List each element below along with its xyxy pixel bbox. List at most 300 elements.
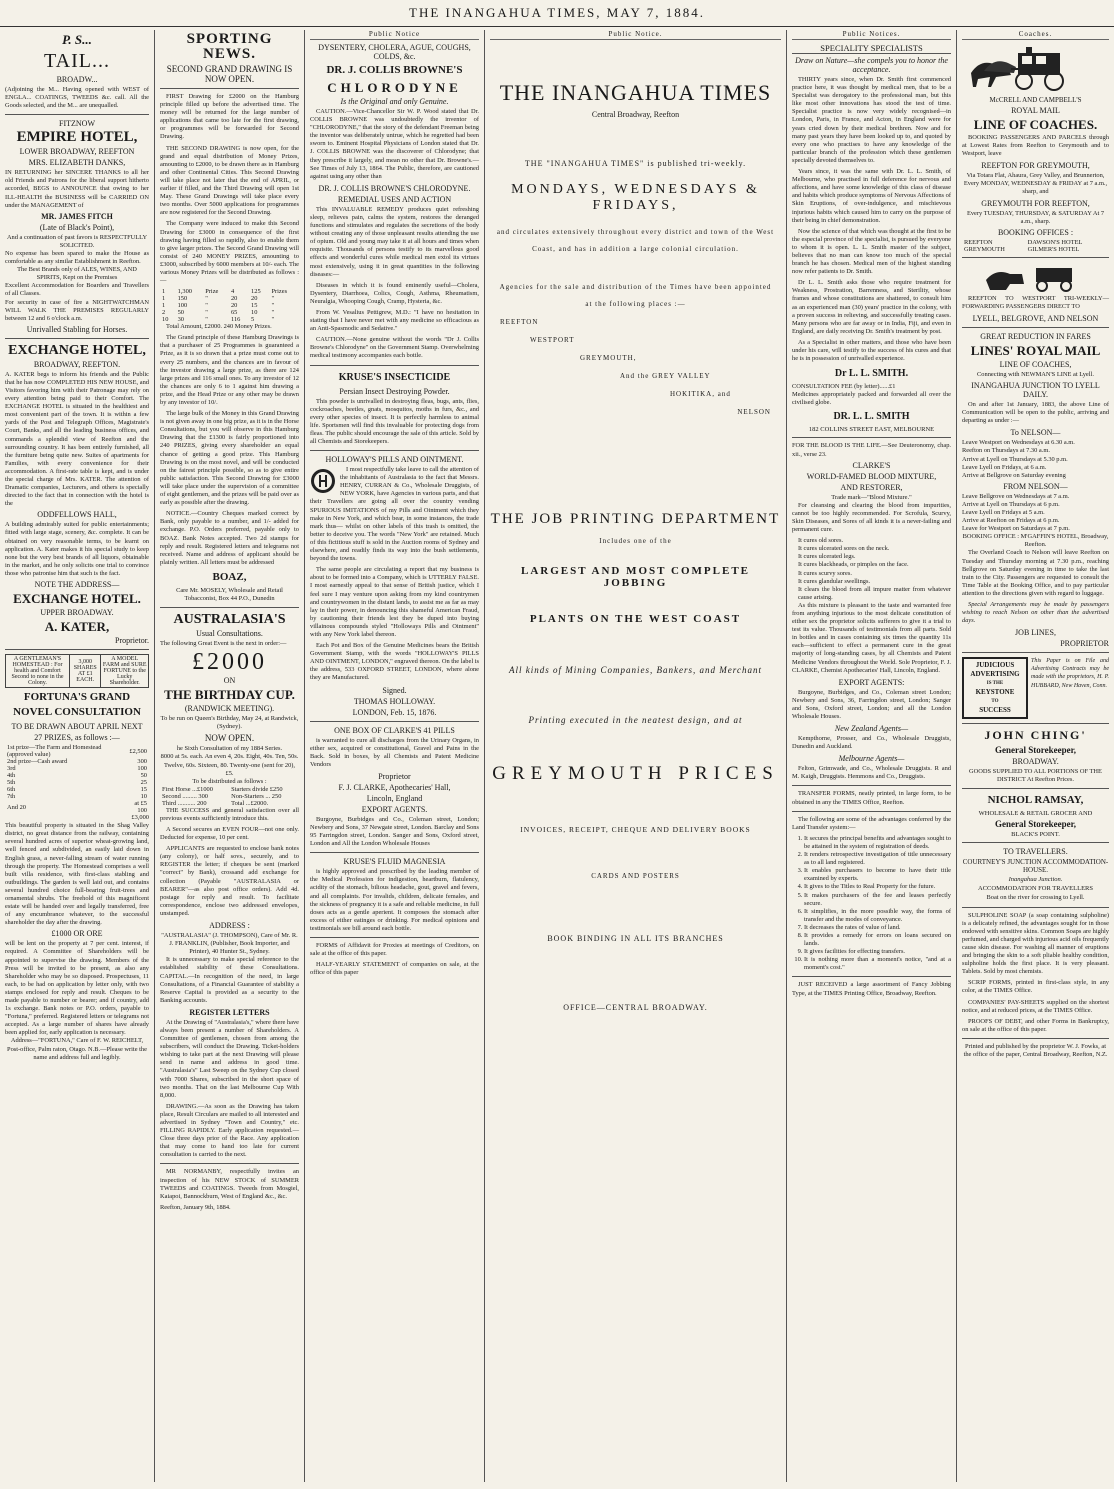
dysentery-head: DYSENTERY, CHOLERA, AGUE, COUGHS, COLDS, &c.: [318, 43, 471, 61]
consultation-fee: CONSULTATION FEE (by letter)......£1: [792, 383, 896, 391]
to-nelson: To NELSON—: [1010, 428, 1061, 438]
fortuna-shares-box: [5, 654, 149, 688]
holloway-date: LONDON, Feb. 15, 1876.: [352, 707, 437, 717]
blood-trade-mark: Trade mark—"Blood Mixture.": [831, 493, 912, 501]
divider: [962, 327, 1109, 328]
divider: [5, 114, 149, 115]
timetable-item: Arrive at Lyell on Thursdays at 5.30 p.m.: [962, 455, 1068, 463]
badge-line: JUDICIOUS: [975, 661, 1015, 670]
column-header: Public Notice: [310, 30, 479, 40]
clarke-name: F. J. CLARKE, Apothecaries' Hall,: [338, 782, 451, 792]
coach-p6: The Overland Coach to Nelson will leave Reefton on Tuesday and Thursday morning at 7.30 p.m., reaching Bellgrove on Saturday evening in time to take the last train to the City. Passengers are requested to consult the Time Table at the Booking Office, and to pay particular attention to the directions given with regard to luggage.: [962, 549, 1109, 597]
exchange-hotel-text2: A building admirably suited for public entertainments; fitted with large stage, scenery, &c. complete. It can be obtained on very reasonable terms, to be learnt on application. A. Kater makes it his special study to keep none but the very best brands of all liquors, obtainable in the market, and he only solicits one trial to convince those who patronise him that such is the fact.: [5, 521, 149, 577]
scrip-forms-ad: SCRIP FORMS, printed in first-class style, in any color, at the TIMES Office.: [962, 979, 1109, 995]
divider: [310, 852, 479, 853]
cell: 1,300: [177, 288, 192, 296]
times-coast: Coast, and has in addition a large colonial circulation.: [532, 245, 739, 253]
times-places-head: at the following places :—: [585, 300, 686, 308]
column-5: [787, 30, 957, 1482]
empire-hotel-p4: For security in case of fire a NIGHTWATCHMAN WILL WALK THE PREMISES REGULARLY between 12 and 6 o'clock a.m.: [5, 298, 149, 322]
ching-broadway: BROADWAY.: [1012, 757, 1059, 767]
column-header: Public Notice.: [490, 30, 781, 40]
cell: 10: [251, 309, 258, 317]
cup-text: To be run on Queen's Birthday, May 24, at Randwick, (Sydney).: [160, 715, 299, 731]
hotel-pre: FITZNOW: [59, 119, 95, 129]
badge-line: ADVERTISING: [970, 670, 1020, 679]
job-lines-prop: PROPRIETOR: [1060, 639, 1109, 649]
australasia-p10: At the Drawing of "Australasia's," where there have always been present a number of Shareholders. A Committee of gentlemen, chosen from among the subscribers, will conduct the Drawing. Ticket-holders wishing to take part at the next Drawing will please send in name and address in good time. "Australasia's" Last Sweep on the Sydney Cup closed with 7000 Shares, subscribed in the short space of two months. That on the last Melbourne Cup With 8,000.: [160, 1018, 299, 1099]
dr-smith: Dr L. L. SMITH.: [834, 368, 909, 380]
cell: Non-Starters ... 250: [231, 792, 282, 800]
insecticide-p: This powder is unrivalled in destroying fleas, bugs, ants, flies, cockroaches, beetles, gnats, mosquitos, moths in furs, &c., and every other species of insect. It is perfectly harmless to animal life. Sportsmen will find this invaluable for protecting dogs from fleas. The public should encourage the sale of this article. Sold by all Chemists and Storekeepers.: [310, 397, 479, 445]
now-open: NOW OPEN.: [204, 733, 255, 744]
clarkes: CLARKE'S: [852, 460, 891, 470]
fortuna-title: FORTUNA'S GRAND NOVEL CONSULTATION: [13, 691, 141, 719]
booking-offices-table: [962, 239, 1109, 253]
table-row: [5, 765, 149, 772]
exchange-proprietor-title: Proprietor.: [115, 636, 149, 646]
cell: 50: [177, 309, 184, 317]
coach-royal-mail: ROYAL MAIL: [1011, 106, 1060, 115]
times-agencies: Agencies for the sale and distribution of the Times have been appointed: [499, 283, 772, 291]
coach-p5: On and after 1st January, 1883, the above Line of Communication will be open to the public, arriving and departing as under :—: [962, 401, 1109, 425]
timetable-item: Arrive at Reefton on Fridays at 6 p.m.: [962, 517, 1060, 525]
collis-browne-title: DR. J. COLLIS BROWNE'S: [326, 64, 463, 76]
sporting-p1: FIRST Drawing for £2000 on the Hamburg principle filled up before the advertised time. The money will be returned for the large number of applications that came too late for the first drawing, or programmes will be forwarded for Second Drawing.: [160, 93, 299, 141]
advantage-item: 1. It secures the principal benefits and advantages sought to be attained in the system of registration of deeds.: [804, 835, 951, 851]
advantage-item: 7. It decreases the rates of value of land.: [804, 924, 951, 932]
cell: ": [271, 295, 275, 303]
cell: 4: [230, 288, 235, 296]
advantage-item: 8. It provides a remedy for errors on loans secured on lands.: [804, 932, 951, 948]
exchange-hotel-title-2: EXCHANGE HOTEL.: [13, 591, 141, 607]
sporting-p4: The Grand principle of these Hamburg Drawings is that a purchaser of 25 Programmes is guaranteed a Prize, as it is so drawn that a prize must come out to every 25 numbers, and the chances are in favour of the investor drawing a large prize, as there are 124 large prizes and 116 small ones. To any investor of 12 the chances are only 6 to 1 against him drawing a prize, and the Head Prize or any other may be drawn by any investor of 10/.: [160, 334, 299, 406]
fortuna-text: This beautiful property is situated in the Shag Valley district, no great distance from the railway, containing several hundred acres of superior wheat-growing land, well fenced and subdivided, an easily laid down in English grass, a never-falling stream of water running through the property. The Homestead comprises a well built villa residence, with first-class stabling and outbuildings. The garden is well laid out, and contains several hundred choice full-bearing fruit-trees and ornamental shrubs. The freehold of this magnificent estate will be handed over and legally transferred, free of any encumbrance whatever, to the successful shareholder the day after the drawing.: [5, 822, 149, 927]
clarke-pills-p: is warranted to cure all discharges from the Urinary Organs, in either sex, acquired or constitutional, Gravel and Pains in the Back. Sold in boxes, by all Chemists and Patent Medicine Vendors: [310, 736, 479, 768]
coach-p1: BOOKING PASSENGERS AND PARCELS through at Lowest Rates from Reefton to Greymouth and to Westport, leave: [962, 134, 1109, 158]
ramsay-wholesale: WHOLESALE & RETAIL GROCER AND: [978, 810, 1093, 818]
holloway-p9: Each Pot and Box of the Genuine Medicines bears the British Government Stamp, with the words "HOLLOWAY'S PILLS AND OINTMENT, LONDON," engraved thereon. On the label is the address, 533 OXFORD STREET, LONDON, where alone they are Manufactured.: [310, 642, 479, 682]
cell: 116: [230, 316, 241, 324]
australasia-p6: THE SUCCESS and general satisfaction over all previous events sufficiently introduce this.: [160, 806, 299, 822]
divider: [962, 788, 1109, 789]
advantage-item: 9. It gives facilities for effecting transfers.: [804, 948, 951, 956]
cell: GILMER'S HOTEL: [1027, 245, 1080, 253]
fortuna-cell: A MODEL FARM and SURE FORTUNE to the Lucky Shareholder.: [101, 655, 149, 688]
normanby-date: Reefton, January 9th, 1884.: [160, 1203, 231, 1211]
just-received: JUST RECEIVED a large assortment of Fancy Jobbing Type, at the TIMES Printing Office, Broadway, Reefton.: [792, 981, 951, 997]
divider: [310, 937, 479, 938]
courtney-house: COURTNEY'S JUNCTION ACCOMMODATION-HOUSE.: [962, 858, 1109, 875]
lines-connecting: Connecting with NEWMAN'S LINE at Lyell.: [977, 370, 1094, 378]
empire-hotel-text: IN RETURNING her SINCERE THANKS to all her old Friends and Patrons for the liberal support hitherto accorded, BEGS to ANNOUNCE that owing to her ILL-HEALTH the BUSINESS will be CARRIED ON under the MANAGEMENT of: [5, 169, 149, 209]
badge-line: IS THE: [986, 681, 1004, 687]
table-row: [5, 772, 149, 779]
blood-p7: For cleansing and clearing the blood from impurities, cannot be too highly recommended. For Scrofula, Scurvy, Skin Diseases, and Sores of all kinds it is a never-failing and permanent cure.: [792, 501, 951, 534]
booking-offices: BOOKING OFFICES :: [997, 227, 1074, 237]
to-travellers: TO TRAVELLERS.: [1003, 847, 1068, 857]
blood-restorer: AND RESTORER,: [840, 482, 903, 492]
dr-smith-2: DR. L. L. SMITH: [833, 411, 910, 423]
cell: ": [271, 316, 275, 324]
fortuna-drawn: TO BE DRAWN ABOUT APRIL NEXT: [11, 722, 143, 732]
coach-p3: Every MONDAY, WEDNESDAY & FRIDAY at 7 a.m., sharp, and: [963, 180, 1108, 196]
badge-line: TO: [991, 699, 999, 705]
cell: Total ...£2000.: [231, 799, 269, 807]
table-row: [160, 295, 299, 302]
tailor-ad-title: P. S...: [62, 32, 92, 47]
job-lines: JOB LINES,: [1015, 628, 1056, 638]
advantage-item: 6. It simplifies, in the more possible way, the forms of transfer and the modes of conveyance.: [804, 908, 951, 924]
australasia-on: ON: [223, 676, 236, 686]
specialists-p6: Medicines appropriately packed and forwarded all over the civilised globe.: [792, 391, 951, 407]
divider: [160, 88, 299, 89]
tailor-ad-address: BROADW...: [56, 75, 98, 84]
booking-office-2: BOOKING OFFICE : M'GAFFIN'S HOTEL, Broadway, Reefton.: [962, 533, 1109, 549]
chlorodyne-p4: From W. Vesalius Pettigrew, M.D.: "I have no hesitation in stating that I have never met with any medicine so efficacious as an Anti-Spasmodic and Sedative.": [310, 308, 479, 333]
job-kinds: All kinds of Mining Companies, Bankers, and Merchant: [509, 665, 762, 675]
sporting-news-title: SPORTING NEWS.: [186, 31, 273, 62]
divider: [310, 365, 479, 366]
empire-hotel-stabling: Unrivalled Stabling for Horses.: [26, 324, 128, 334]
prize-value: 25: [140, 779, 147, 787]
fortuna-cell: A GENTLEMAN'S HOMESTEAD : For health and Comfort Second to none in the Colony.: [6, 655, 70, 688]
cell: 30: [177, 316, 184, 324]
companies-ad: COMPANIES' PAY-SHEETS supplied on the shortest notice, and at reduced prices, at the TIMES Office.: [962, 998, 1109, 1014]
forms-ad: FORMS of Affidavit for Proxies at meetings of Creditors, on sale at the office of this paper.: [310, 942, 479, 958]
prize-label: 3rd: [7, 765, 16, 773]
place-nelson: NELSON: [737, 408, 771, 416]
job-cards: CARDS AND POSTERS: [591, 872, 680, 880]
subscriptions: 8000 at 5s. each. An even 4, 20s. Eight, 40s. Ten, 50s. Twelve, 60s. Sixteen, 80. Twenty-one (sent for 20), £5.: [160, 753, 299, 777]
table-row: [962, 246, 1109, 253]
clarke-agents: EXPORT AGENTS.: [361, 804, 428, 814]
clarke-prop: Proprietor: [378, 771, 411, 781]
sporting-notice: NOTICE.—Country Cheques marked correct by Bank, only payable to a number, and 1/- added for exchange. P.O. Orders preferred, payable only to BOAZ. Bank Notes accepted. Two 2d stamps for reply and result. Registered letters and telegrams not received. Name and address of applicant should be plainly written. All letters must be addressed: [160, 510, 299, 566]
great-reduction: GREAT REDUCTION IN FARES: [980, 331, 1091, 341]
column-header: Public Notices.: [792, 30, 951, 40]
empire-hotel-manager-note: (Late of Black's Point),: [39, 222, 115, 232]
table-row: [160, 793, 299, 800]
sporting-p3: The Company were induced to make this Second Drawing for £3000 in consequence of the first drawing having filled so rapidly, also to enable them to give larger prizes. The Second Grand Drawing will consist of 240 MONEY PRIZES, amounting to £3000, subscribed by 6000 members at 10/- each. The various Money Prizes will be distributed as follows :—: [160, 220, 299, 285]
specialists-p1: THIRTY years since, when Dr. Smith first commenced practice here, it was thought by medical men, that to be a Specialist was derogatory to the professional man, but this like most other innovations has stood the test of time. Specialist practice is now very widely recognised—in London, Paris, in France, and Acton, in England were for years cried down by their medical brethren. Now and for many past years they have been looked up to, and quoted by every one who practises to have any knowledge of the particular branch of the profession which these gentlemen specially devoted themselves to.: [792, 76, 951, 164]
fortuna-offer: £1000 OR ORE: [51, 929, 103, 939]
cell: ": [205, 295, 208, 303]
australasia-p7: A Second secures an EVEN FOUR—not one only. Deducted for expense, 10 per cent.: [160, 826, 299, 842]
exchange-hotel-text: A. KATER begs to inform his friends and the Public that he has now COMPLETED HIS NEW HOUSE, and Visitors favoring him with their Patronage may rely on every attention being paid to their Comfort. The EXCHANGE HOTEL is situated in the healthiest and most convenient part of the town. It is within a few yards of the Post and Telegraph Offices, Magistrate's Court, Banks, and all the leading business offices, and commands a splendid view of Reefton and the surrounding country. It has been entirely furnished, all the furniture being quite new. Suites of apartments for Families, with every convenience for their accommodation. A first-rate table is kept, and is under the special charge of Mrs. KATER. The attention of Dramatic companies, Lecturers, and others is specially directed to the fact that in connection with the hotel is the: [5, 370, 149, 508]
badge-side-text: This Paper is on File and Advertising Contracts may be made with the proprietors, H. P. HUBBARD, New Haven, Conn.: [1031, 658, 1109, 689]
cell: 1: [162, 295, 166, 303]
empire-hotel-p2: No expense has been spared to make the House as comfortable as any similar Establishment in Reefton.: [5, 249, 149, 266]
divider: [792, 437, 951, 438]
holloway-trademark-icon: [310, 468, 336, 494]
job-printing-style: Printing executed in the neatest design, and at: [528, 715, 743, 725]
cell: 5: [251, 316, 255, 324]
consultation-series: he Sixth Consultation of my 1884 Series.: [176, 745, 283, 753]
specialists-motto: Draw on Nature—she compels you to honor the acceptance.: [795, 56, 948, 74]
chlorodyne-p3: Diseases in which it is found eminently useful—Cholera, Dysentery, Diarrhoea, Colics, Cough, Asthma, Rheumatism, Neuralgia, Whooping Cough, Cramp, Hysteria, &c.: [310, 281, 479, 305]
chlorodyne-p1: CAUTION.—Vice-Chancellor Sir W. P. Wood stated that Dr. COLLIS BROWNE was undoubtedly the inventor of "CHLORODYNE," that the story of the defendant Freeman being the inventor was deliberately untrue, which he regretted had been sworn to. Eminent Hospital Physicians of London stated that Dr. J. COLLIS BROWNE was the discoverer of Chlorodyne; that they prescribe it largely, and mean no other that Dr. Browne's.—See Times of July 13, 1864. The Public, therefore, are cautioned against using any other than: [310, 108, 479, 180]
job-invoices: INVOICES, RECEIPT, CHEQUE AND DELIVERY BOOKS: [520, 825, 751, 834]
distribution-table: [160, 786, 299, 807]
cell: 150: [177, 295, 188, 303]
exchange-hotel-address-2: UPPER BROADWAY.: [40, 608, 114, 618]
coach-greymouth: GREYMOUTH FOR REEFTON,: [981, 198, 1090, 208]
place-grey-valley: And the GREY VALLEY: [620, 372, 711, 380]
prize-label: 6th: [7, 786, 16, 794]
blood-p8: As this mixture is pleasant to the taste and warranted free from anything injurious to the most delicate constitution of either sex the proprietor solicits sufferers to give it a trial to test its value. Thousands of testimonials from all parts. Sold in bottles and in cases containing six times the quantity 11s each—sufficient to effect a permanent cure in the great majority of long-standing cases, by all Chemists and Patent Medicine Vendors throughout the World. Sole Proprietor, F. J. CLARKE, Chemist Apothecaries' Hall, Lincoln, England.: [792, 601, 951, 674]
advantage-item: 10. It is nothing more than a moment's notice, "and at a moment's cost.": [804, 956, 951, 972]
australasia-sub: Usual Consultations.: [196, 629, 263, 639]
prize-label: 5th: [7, 779, 16, 787]
distribution-head: To be distributed as follows :: [192, 777, 267, 785]
clarke-location: Lincoln, England: [366, 793, 423, 803]
ching-storekeeper: General Storekeeper,: [995, 745, 1076, 756]
holloway-signed: Signed.: [382, 685, 407, 695]
exchange-hotel-address: BROADWAY, REEFTON.: [33, 359, 121, 369]
cell: 100: [177, 302, 188, 310]
sporting-prizes-table: [160, 288, 299, 323]
times-circulation: and circulates extensively throughout every district and town of the West: [496, 228, 775, 236]
lines-coaches: LINE OF COACHES,: [999, 359, 1072, 369]
column-2: [155, 30, 305, 1482]
ching-goods: GOODS SUPPLIED TO ALL PORTIONS OF THE DISTRICT At Reefton Prices.: [969, 768, 1102, 784]
cell: Prizes: [271, 288, 288, 296]
blood-p10: Kempthorne, Prosser, and Co., Wholesale Druggists, Dunedin and Auckland.: [792, 735, 951, 751]
prize-value: 15: [140, 786, 147, 794]
divider: [962, 907, 1109, 908]
boat-crossing: Boat on the river for crossing to Lyell.: [986, 894, 1085, 902]
badge-line: KEYSTONE: [975, 688, 1015, 697]
job-largest: LARGEST AND MOST COMPLETE JOBBING: [521, 565, 750, 589]
prize-value: 50: [140, 772, 147, 780]
chlorodyne-title: CHLORODYNE: [327, 80, 462, 95]
place-reefton: REEFTON: [500, 318, 539, 326]
specialists-p5: As a Specialist in other matters, and those who have been under his care, will testify to the success of his cures and that he is in possession of unrivalled experience.: [792, 338, 951, 363]
cell: 20: [230, 295, 238, 303]
timetable-item: Leave for Westport on Saturdays at 7 p.m.: [962, 525, 1070, 533]
melb-agents: Melbourne Agents—: [838, 754, 905, 764]
magnesia-p: is highly approved and prescribed by the leading member of the Medical Profession for indigestion, heartburn, flatulency, acidity of the stomach, bilious headache, gout, gravel and fevers, and all complaints. For invalids, children, delicate females, and the sickness of pregnancy it is a safe and reliable medicine, in full doses acts as a gentle aperient. It composes the stomach after excess of either eatinges or drinking. For medical opinions and testimonials see bill around each bottle.: [310, 868, 479, 932]
remedial-uses: REMEDIAL USES AND ACTION: [337, 194, 452, 204]
cure-item: It cures ulcerated sores on the neck.: [798, 545, 890, 553]
table-row: [962, 239, 1109, 246]
divider: [160, 607, 299, 608]
cell: ": [271, 302, 275, 310]
imprint: Printed and published by the proprietor W. J. Fowks, at the office of the paper, Central Broadway, Reefton, N.Z.: [963, 1042, 1108, 1058]
australasia-p: The following Great Event is the next in order:—: [160, 640, 287, 648]
empire-hotel-title: EMPIRE HOTEL,: [16, 129, 138, 146]
specialists-p2: Years since, it was the same with Dr. L. L. Smith, of Melbourne, who practised in full deference for nervous and affections, and have some knowledge of this class of disease and habits which produce symptoms of Nervous Affections of Skin Eruptions, of over-indulgence, and mischievous injurious habits which caused him to carry on the purpose of their being in chief demonstration.: [792, 168, 951, 224]
badge-line: SUCCESS: [979, 706, 1011, 715]
prize-value: 300: [137, 758, 147, 766]
australasia-amount: £2000: [192, 649, 267, 676]
cell: 20: [251, 295, 258, 303]
divider: [160, 1163, 299, 1164]
cell: REEFTON: [964, 238, 993, 246]
accommodation: ACCOMMODATION FOR TRAVELLERS: [978, 885, 1093, 893]
cell: GREYMOUTH: [964, 245, 1005, 253]
cell: Prize: [205, 288, 219, 296]
chlorodyne-p2: This INVALUABLE REMEDY produces quiet refreshing sleep, relieves pain, calms the system, restores the deranged functions and stimulates and regulates the secretions of the body without creating any of those unpleasant results attending the use of opium. Old and young may take it at all hours and times when requisite. Thousands of persons testify to its marvellous good effects and wonderful cures while medical men extol its virtues most extensively, using it in great quantities in the following diseases:—: [310, 205, 479, 278]
holloway-p7: I most respectfully take leave to call the attention of the inhabitants of Australasia to the fact that Messrs. HENRY, CURRAN & Co., Wholesale Druggists, of NEW YORK, have Agencies in various parts, and that their Travellers are going all over the country vending SPURIOUS IMITATIONS of my Pills and Ointment which they make in New York, and which bear, in some instances, the trade mark thus— whilst on other labels of this trash is omitted, the better to deceive you. The words "New York" are retained. Much of this fictitious stuff is sold in the Auction rooms of Sydney and elsewhere, and readily finds its way into the bush settlements, beyond the towns.: [310, 466, 479, 563]
cell: Starters divide £250: [231, 785, 283, 793]
holloway-p8: The same people are circulating a report that my business is about to be formed into a Company, which is UTTERLY FALSE. I most earnestly appeal to that sense of British justice, which I feel sure I may venture upon asking from my kind countrymen and countrywomen in the distant lands, to assist me as far as may lay in their power, in denouncing this shameful American Fraud, by cautioning their friends lest they be duped into buying villainous compounds styled "Holloways Pills and Ointment" with any New York label thereon.: [310, 566, 479, 638]
table-row: [160, 309, 299, 316]
table-row: [5, 786, 149, 793]
column-3: [305, 30, 485, 1482]
advertising-badge-block: [962, 657, 1109, 719]
ramsay-name: NICHOL RAMSAY,: [987, 794, 1084, 807]
divider: [5, 338, 149, 339]
lyell-route: LYELL, BELGROVE, AND NELSON: [972, 313, 1099, 323]
special-arrangements: Special Arrangements may be made by passengers wishing to reach Nelson on other than the advertised days.: [962, 601, 1109, 625]
times-published: THE "INANGAHUA TIMES" is published tri-weekly.: [524, 159, 747, 168]
column-4: [485, 30, 787, 1482]
column-1: [0, 30, 155, 1482]
job-includes: Includes one of the: [599, 537, 672, 545]
coach-leave: REEFTON FOR GREYMOUTH,: [981, 161, 1090, 171]
table-row: [5, 800, 149, 814]
job-book: BOOK BINDING IN ALL ITS BRANCHES: [547, 934, 724, 943]
job-prices: GREYMOUTH PRICES: [492, 763, 779, 784]
coach-line: LINE OF COACHES.: [973, 117, 1098, 132]
keystone-badge: [962, 657, 1028, 719]
cure-item: It cures glandular swellings.: [798, 577, 871, 585]
advantage-item: 3. It enables purchasers to become to have their title examined by experts.: [804, 867, 951, 883]
empire-hotel-proprietor: MRS. ELIZABETH DANKS,: [28, 158, 126, 168]
cell: ": [205, 309, 208, 317]
blood-p9: Burgoyne, Burbidges, and Co., Coleman street London; Newbery and Sons, 36, Farringdon street, London; Sanger and Sons, Oxford street, London; and all the London Wholesale Houses.: [792, 688, 951, 720]
ramsay-location: BLACK'S POINT.: [1011, 831, 1060, 839]
specialists-p4: Dr L. L. Smith asks those who require treatment for Weakness, Prostration, Barrenness, and Sterility, whose frames and whose constitutions are shattered, to consult him as an experienced man (30) years' practice in the colony, with a proven success in relieving, and successfully treating cases. Many persons who are far away or in India, Fiji, and even in England, are daily receiving Dr. Smith's treatment by post.: [792, 279, 951, 335]
sporting-p2: THE SECOND DRAWING is now open, for the grand and equal distribution of Money Prizes, amounting to £2000, to be drawn there as in Hamburg and other Continental Cities. This Second Drawing will take place not later that the end of APRIL, or earlier if filled, and the Third Drawing will open 1st May. These Grand Drawings will take place every two months. Over 5000 applications for programmes are now registered for the Second Drawing.: [160, 144, 299, 217]
divider: [310, 721, 479, 722]
blood-head: FOR THE BLOOD IS THE LIFE.—See Deuteronomy, chap. xii., verse 23.: [792, 442, 951, 458]
clarke-pills-head: ONE BOX OF CLARKE'S 41 PILLS: [334, 725, 455, 735]
fortuna-text2: will be lent on the property at 7 per cent. interest, if required. A Committee of Shareholders will be appointed to supervise the drawing. Members of the Press will be invited to be present, as also any Shareholder who may be so disposed. Prospectuses, 11 each, to be had on application by letter only, with two stamps enclosed for reply and result. Cheques to be made payable to number or bearer; and if country, add 1s exchange. Bank notes or P.O. orders, payable to "Fortuna," preferred. Registered letters or telegrams not accepted. As a large number of shares have already been applied for, early application is necessary.: [5, 940, 149, 1037]
table-row: [5, 793, 149, 800]
fortuna-total: £3,000: [131, 814, 149, 822]
divider: [962, 257, 1109, 258]
empire-hotel-manager: MR. JAMES FITCH: [41, 211, 113, 221]
divider: [792, 785, 951, 786]
timetable-item: Arrive at Lyell on Thursdays at 6 p.m.: [962, 500, 1060, 508]
cell: ": [271, 309, 275, 317]
divider: [962, 842, 1109, 843]
table-row: [160, 786, 299, 793]
prize-value: 100: [137, 765, 147, 773]
coach-p4: Every TUESDAY, THURSDAY, & SATURDAY At 7 a.m., sharp.: [966, 209, 1105, 225]
australasia-title: AUSTRALASIA'S: [173, 612, 286, 628]
nz-agents: New Zealand Agents—: [834, 724, 909, 734]
westport-route: REEFTON TO WESTPORT TRI-WEEKLY—FORWARDING PASSENGERS DIRECT TO: [962, 294, 1109, 310]
australasia-p9: It is unnecessary to make special reference to the established stability of these Consultations. CAPITAL.—In recognition of the need, in large Consultations, of a Financial Guarantee of stability a Reserve Capital is provided as a security to the Banking accounts.: [160, 956, 299, 1004]
table-row: [160, 288, 299, 295]
advantage-item: 2. It renders retrospective investigation of title unnecessary as to all land registered.: [804, 851, 951, 867]
cell: Third ........... 200: [162, 799, 207, 807]
exchange-proprietor: A. KATER,: [44, 619, 110, 635]
coach-small-icon: [966, 262, 1106, 292]
cure-item: It cures scurvy sores.: [798, 569, 852, 577]
place-westport: WESTPORT: [530, 336, 575, 344]
masthead: THE INANGAHUA TIMES, MAY 7, 1884.: [0, 0, 1114, 27]
specialists-p3: Now the science of that which was thought at the first to be the especial province of the specialist, is pursued by everyone to whom it is open. L. L. Smith master of the subject, believes that no man can know too much of the special branch he has chosen. Medical men of the highest standing now refer patients to Dr. Smith.: [792, 227, 951, 276]
cell: ": [205, 316, 208, 324]
chlorodyne-p5: CAUTION.—None genuine without the words "Dr J. Collis Browne's Chlorodyne" on the Government Stamp. Overwhelming medical testimony accompanies each bottle.: [310, 336, 479, 360]
empire-hotel-solicit: And a continuation of past favors is RESPECTFULLY SOLICITED.: [6, 233, 148, 249]
holloway-head: HOLLOWAY'S PILLS AND OINTMENT.: [325, 455, 464, 465]
boaz-address: Care Mr. MOSELY, Wholesale and Retail Tobacconist, Box 44 P.O., Dunedin: [176, 586, 283, 602]
exchange-note: NOTE THE ADDRESS—: [34, 580, 120, 590]
tailor-ad-text: (Adjoining the M... Having opened with WEST of ENGLA... COATINGS, TWEEDS &c. call. All the Goods selected, and the M... are unequalled.: [5, 86, 149, 110]
ramsay-storekeeper: General Storekeeper,: [995, 819, 1076, 830]
divider: [962, 1038, 1109, 1039]
empire-hotel-brands: The Best Brands only of ALES, WINES, AND SPIRITS, Kept on the Premises: [17, 266, 137, 282]
job-office: OFFICE—CENTRAL BROADWAY.: [563, 1003, 708, 1012]
column-header: Coaches.: [962, 30, 1109, 40]
times-title: THE INANGAHUA TIMES: [499, 80, 772, 105]
timetable-item: Arrive at Bellgrove on Saturday evening: [962, 471, 1066, 479]
empire-hotel-p3: Excellent Accommodation for Boarders and Travellers of all Classes.: [5, 282, 149, 298]
dr-smith-address: 182 COLLINS STREET EAST, MELBOURNE: [808, 426, 935, 434]
sporting-total: Total Amount, £2000. 240 Money Prizes.: [166, 323, 272, 331]
times-days: MONDAYS, WEDNESDAYS & FRIDAYS,: [511, 182, 760, 213]
timetable-item: Reefton on Thursdays at 7.30 a.m.: [962, 447, 1050, 455]
cell: DAWSON'S HOTEL: [1027, 238, 1083, 246]
prize-value: at £5 100: [134, 800, 147, 815]
divider: [310, 450, 479, 451]
divider: [962, 723, 1109, 724]
cell: 2: [162, 309, 166, 317]
table-row: [5, 779, 149, 786]
prize-label: And 20: [7, 803, 26, 811]
junction-daily: INANGAHUA JUNCTION TO LYELL DAILY.: [971, 381, 1100, 400]
cell: Second ......... 300: [162, 792, 208, 800]
timetable-item: Leave Bellgrove on Wednesdays at 7 a.m.: [962, 492, 1070, 500]
cell: 65: [230, 309, 238, 317]
from-nelson: FROM NELSON—: [1003, 481, 1068, 491]
chlorodyne-p1b: DR. J. COLLIS BROWNE'S CHLORODYNE.: [318, 183, 471, 193]
insecticide-title: KRUSE'S INSECTICIDE: [338, 371, 451, 383]
advantage-item: 4. It gives to the Titles to Real Property for the future.: [804, 883, 951, 891]
stagecoach-icon: [966, 43, 1106, 93]
cell: 20: [230, 302, 238, 310]
table-row: [160, 316, 299, 323]
cell: First Horse ...£1000: [162, 785, 213, 793]
australasia-address-head: ADDRESS :: [209, 921, 250, 931]
cure-item: It clears the blood from all impure matter from whatever cause arising.: [798, 585, 951, 601]
specialists-title: SPECIALITY SPECIALISTS: [792, 43, 951, 54]
advantages-head: The following are some of the advantages conferred by the Land Transfer system:—: [792, 815, 951, 831]
exchange-hotel-title: EXCHANGE HOTEL,: [8, 342, 146, 358]
fortuna-prizes-head: 27 PRIZES, as follows :—: [34, 733, 120, 743]
prize-value: £2,500: [129, 747, 147, 755]
sporting-news-sub: SECOND GRAND DRAWING IS NOW OPEN.: [166, 64, 293, 84]
table-row: [5, 744, 149, 758]
table-row: [160, 302, 299, 309]
column-6: [957, 30, 1114, 1482]
divider: [962, 652, 1109, 653]
coach-p2: Via Totara Flat, Ahaura, Grey Valley, and Brunnerton,: [966, 172, 1105, 180]
coach-company: McCRELL AND CAMPBELL'S: [989, 96, 1082, 104]
times-address: Central Broadway, Reefton: [591, 110, 680, 119]
cell: ": [205, 302, 208, 310]
cure-item: It cures blackheads, or pimples on the face.: [798, 561, 909, 569]
chlorodyne-original: Is the Original and only Genuine.: [340, 97, 449, 106]
table-row: [5, 758, 149, 765]
courtney-location: Inangahua Junction.: [1008, 876, 1063, 884]
